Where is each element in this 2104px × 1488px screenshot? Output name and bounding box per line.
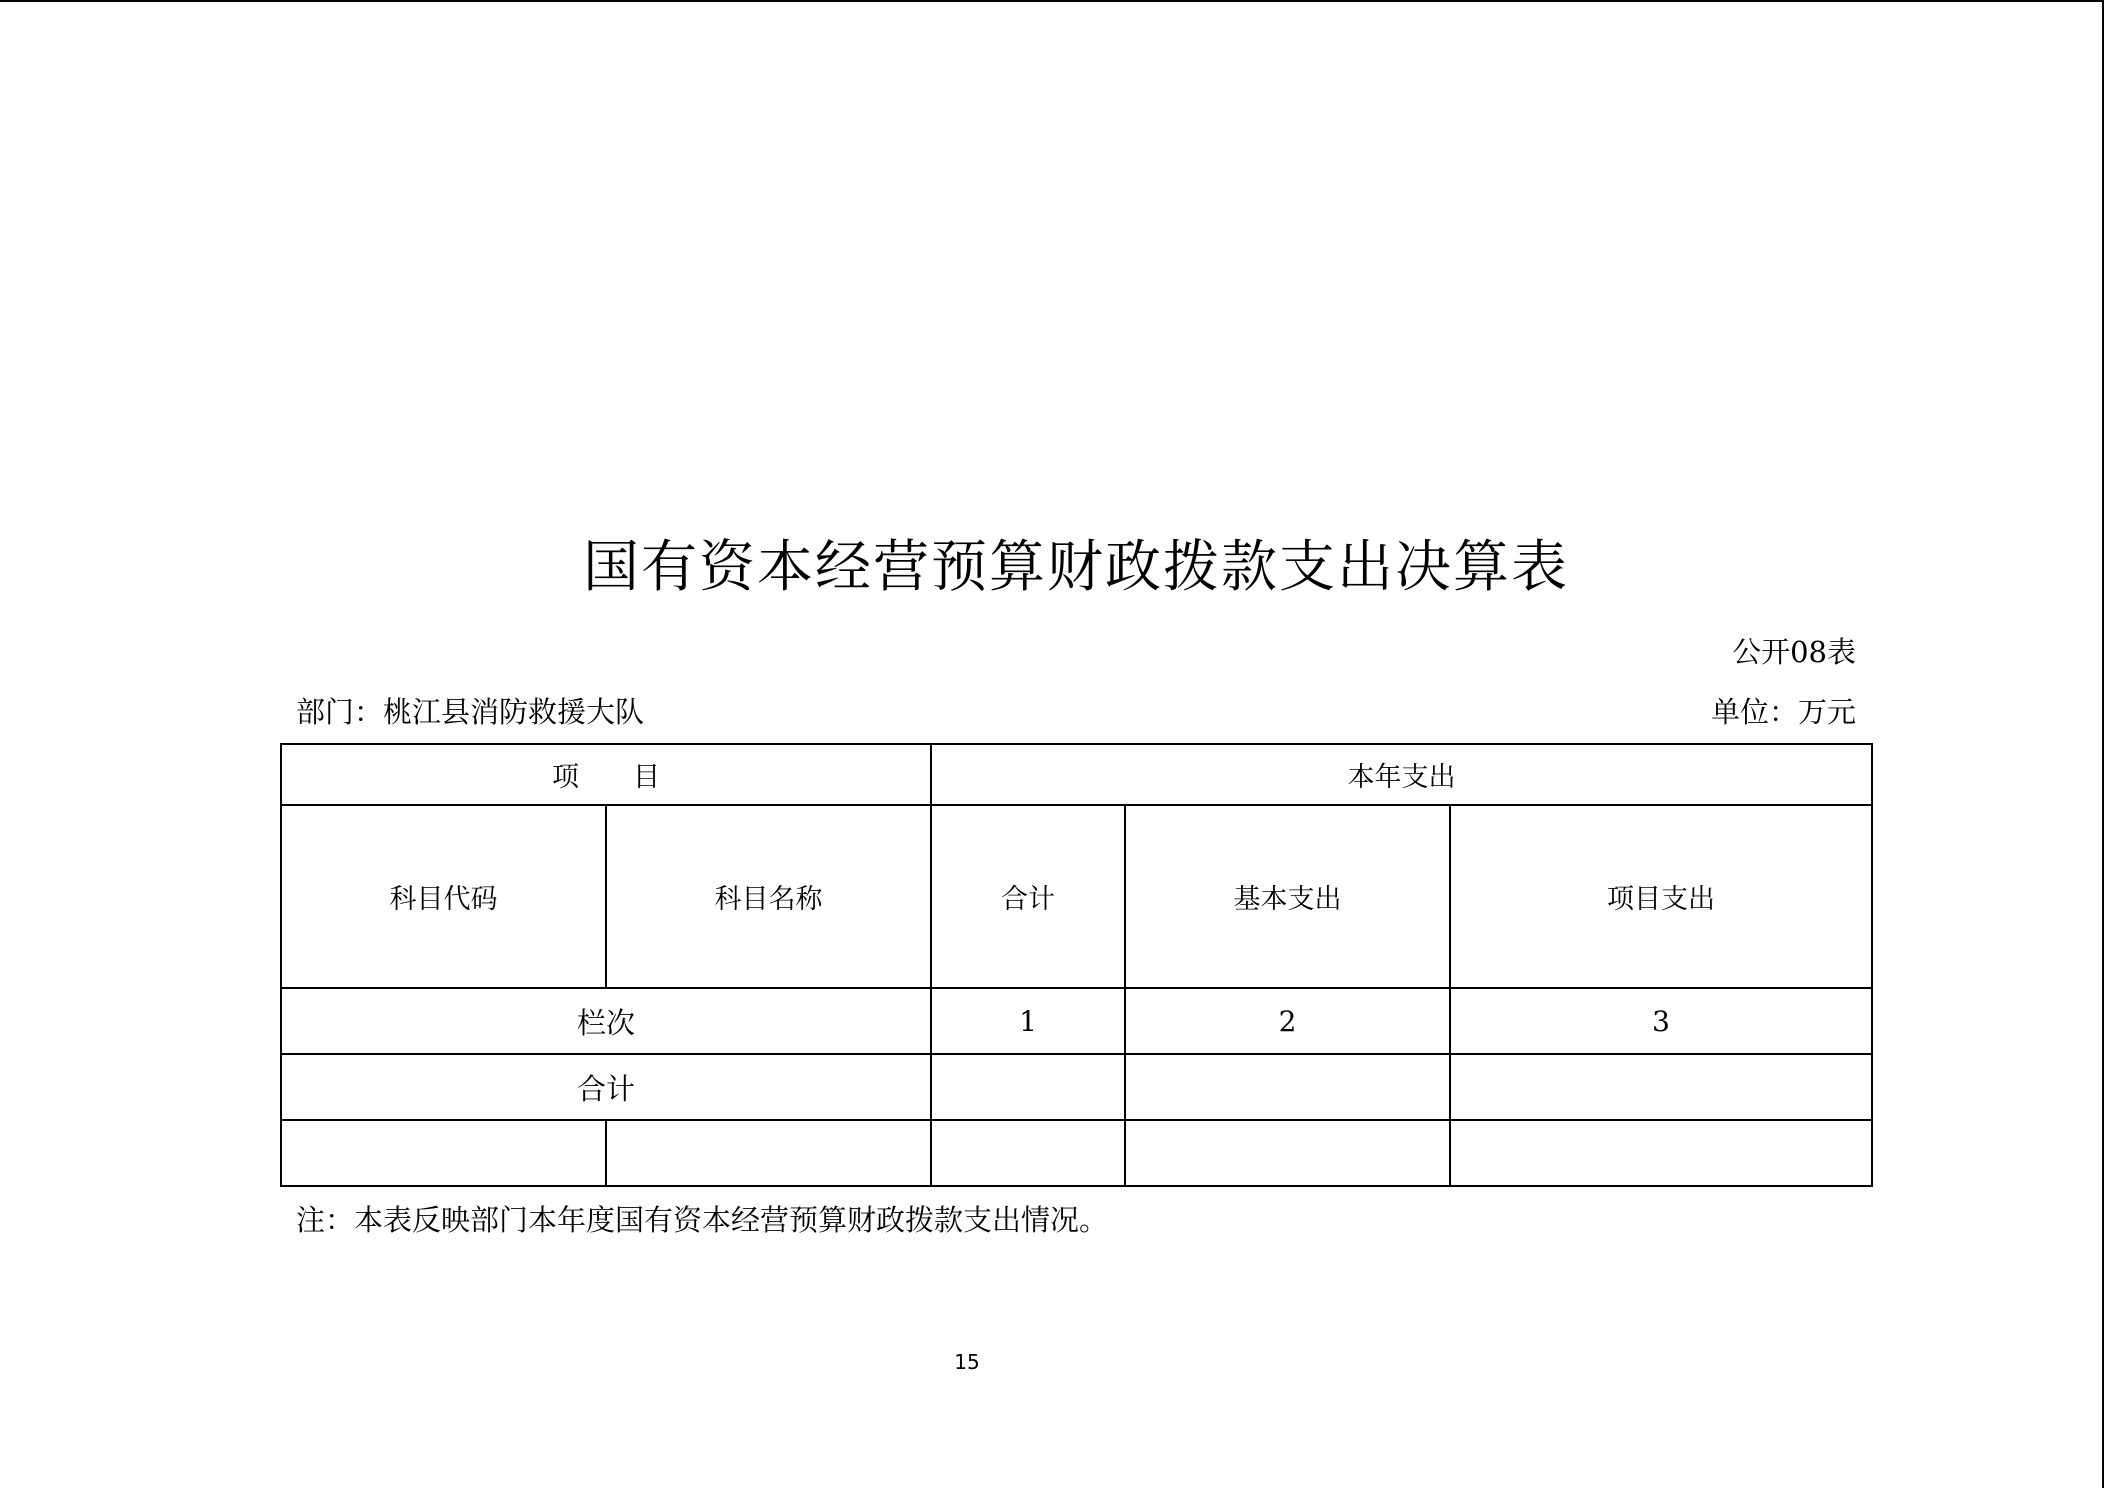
budget-table <box>280 743 1873 1187</box>
table-code: 公开08表 <box>1732 635 1856 669</box>
total-row-project <box>1450 1054 1872 1120</box>
table-header-row-2 <box>281 805 1872 988</box>
header-item: 项 目 <box>281 744 931 805</box>
column-index-3: 3 <box>1450 988 1872 1054</box>
table-row <box>281 1120 1872 1186</box>
header-current-year: 本年支出 <box>931 744 1872 805</box>
header-subject-code: 科目代码 <box>281 805 606 988</box>
header-basic: 基本支出 <box>1125 805 1450 988</box>
department-label: 部门：桃江县消防救援大队 <box>296 695 645 729</box>
header-total: 合计 <box>931 805 1125 988</box>
cell-subject-code <box>281 1120 606 1186</box>
meta-row <box>296 692 1856 732</box>
cell-total <box>931 1120 1125 1186</box>
total-row-label: 合计 <box>281 1054 931 1120</box>
header-project: 项目支出 <box>1450 805 1872 988</box>
column-index-1: 1 <box>931 988 1125 1054</box>
total-row <box>281 1054 1872 1120</box>
column-index-label: 栏次 <box>281 988 931 1054</box>
page-number: 15 <box>954 1350 980 1374</box>
unit-label: 单位：万元 <box>1710 695 1856 729</box>
cell-basic <box>1125 1120 1450 1186</box>
page-title: 国有资本经营预算财政拨款支出决算表 <box>583 535 1569 600</box>
total-row-basic <box>1125 1054 1450 1120</box>
header-subject-name: 科目名称 <box>606 805 931 988</box>
table-header-row-1 <box>281 744 1872 805</box>
column-index-row <box>281 988 1872 1054</box>
cell-subject-name <box>606 1120 931 1186</box>
column-index-2: 2 <box>1125 988 1450 1054</box>
footnote: 注：本表反映部门本年度国有资本经营预算财政拨款支出情况。 <box>296 1203 1109 1237</box>
total-row-total <box>931 1054 1125 1120</box>
cell-project <box>1450 1120 1872 1186</box>
